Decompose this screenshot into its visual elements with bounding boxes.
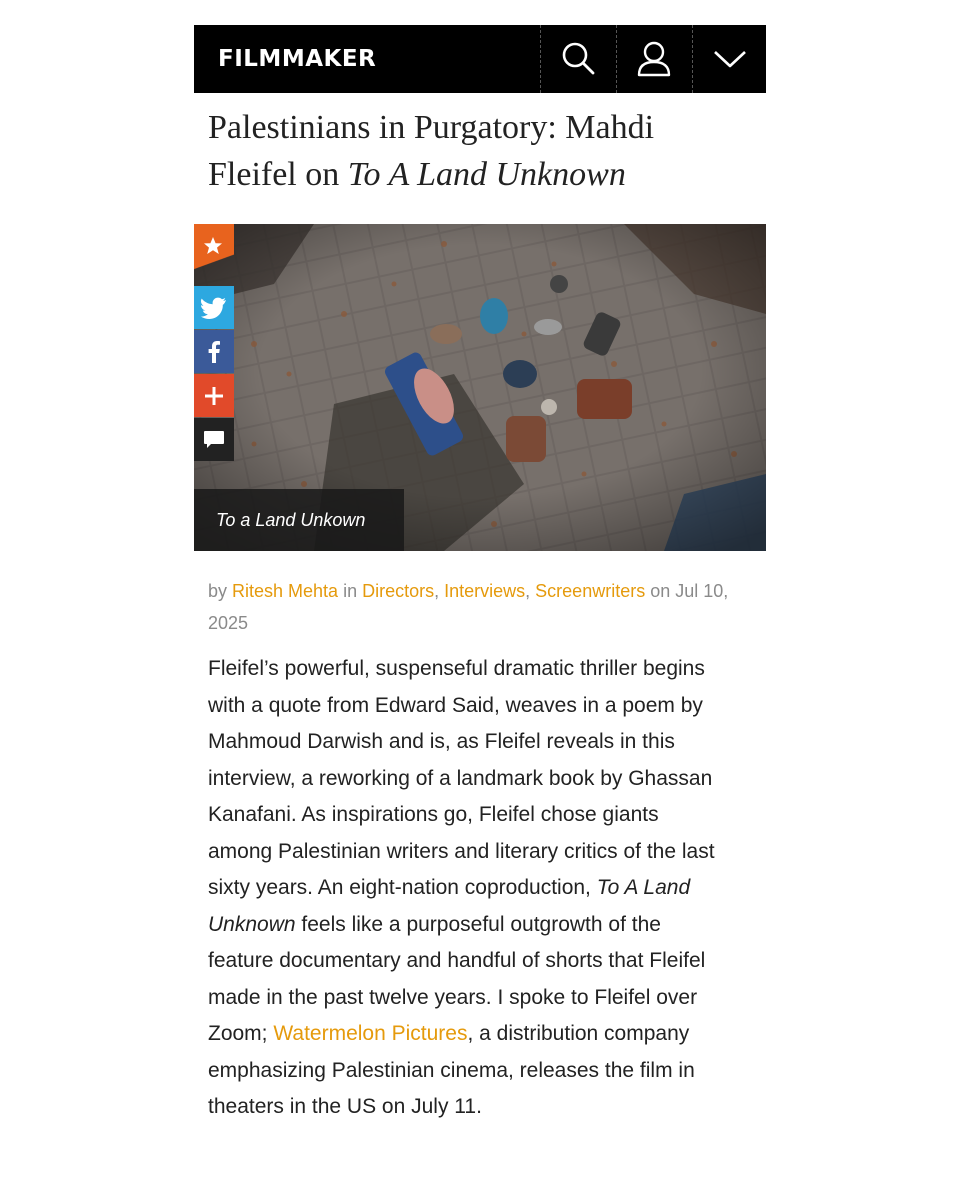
hero-caption: To a Land Unkown	[194, 489, 404, 551]
comment-icon	[203, 430, 225, 450]
category-link-interviews[interactable]: Interviews	[444, 581, 526, 601]
search-icon	[560, 41, 596, 77]
account-button[interactable]	[616, 25, 691, 93]
more-share-button[interactable]	[194, 374, 234, 417]
body-film-title: To A Land Unknown	[208, 876, 691, 936]
byline-separator: ,	[525, 581, 536, 601]
hero-image	[194, 224, 766, 551]
body-text: , a distribution company emphasizing Palestinian cinema, releases the film in theaters in the US on July 11.	[208, 1022, 695, 1118]
body-text: Fleifel’s powerful, suspenseful dramatic thriller begins with a quote from Edward Said, weaves in a poem by Mahmoud Darwish and is, as Fleifel reveals in this interview, a reworking of a landmark book by Ghassan Kanafani. As inspirations go, Fleifel chose giants among Palestinian writers and literary critics of the last sixty years. An eight-nation coproduction,	[208, 657, 715, 899]
article-title-text: Palestinians in Purgatory: Mahdi Fleifel on	[208, 109, 655, 193]
article-title	[208, 104, 728, 198]
category-link-directors[interactable]: Directors	[362, 581, 435, 601]
article-byline	[208, 575, 758, 639]
facebook-share-button[interactable]	[194, 330, 234, 373]
site-logo[interactable]: FILMMAKER	[218, 46, 377, 72]
facebook-icon	[208, 341, 220, 363]
byline-separator: ,	[434, 581, 445, 601]
comments-button[interactable]	[194, 418, 234, 461]
twitter-share-button[interactable]	[194, 286, 234, 329]
byline-in: in	[338, 581, 363, 601]
body-text: feels like a purposeful outgrowth of the feature documentary and handful of shorts that Fleifel made in the past twelve years. I spoke to Fleifel over Zoom;	[208, 912, 706, 1045]
article-title-film: To A Land Unknown	[347, 156, 626, 193]
watermelon-pictures-link[interactable]: Watermelon Pictures	[273, 1022, 468, 1045]
category-link-screenwriters[interactable]: Screenwriters	[535, 581, 646, 601]
favorite-button[interactable]	[194, 224, 234, 284]
user-icon	[636, 40, 672, 78]
menu-toggle-button[interactable]	[692, 25, 767, 93]
plus-icon	[205, 387, 223, 405]
author-link[interactable]: Ritesh Mehta	[232, 581, 339, 601]
site-header	[194, 25, 766, 93]
search-button[interactable]	[540, 25, 615, 93]
byline-by: by	[208, 581, 233, 601]
publish-date: on Jul 10, 2025	[208, 581, 729, 633]
star-icon	[203, 236, 223, 256]
article-body	[208, 651, 728, 1126]
twitter-icon	[201, 297, 227, 319]
chevron-down-icon	[713, 49, 747, 69]
